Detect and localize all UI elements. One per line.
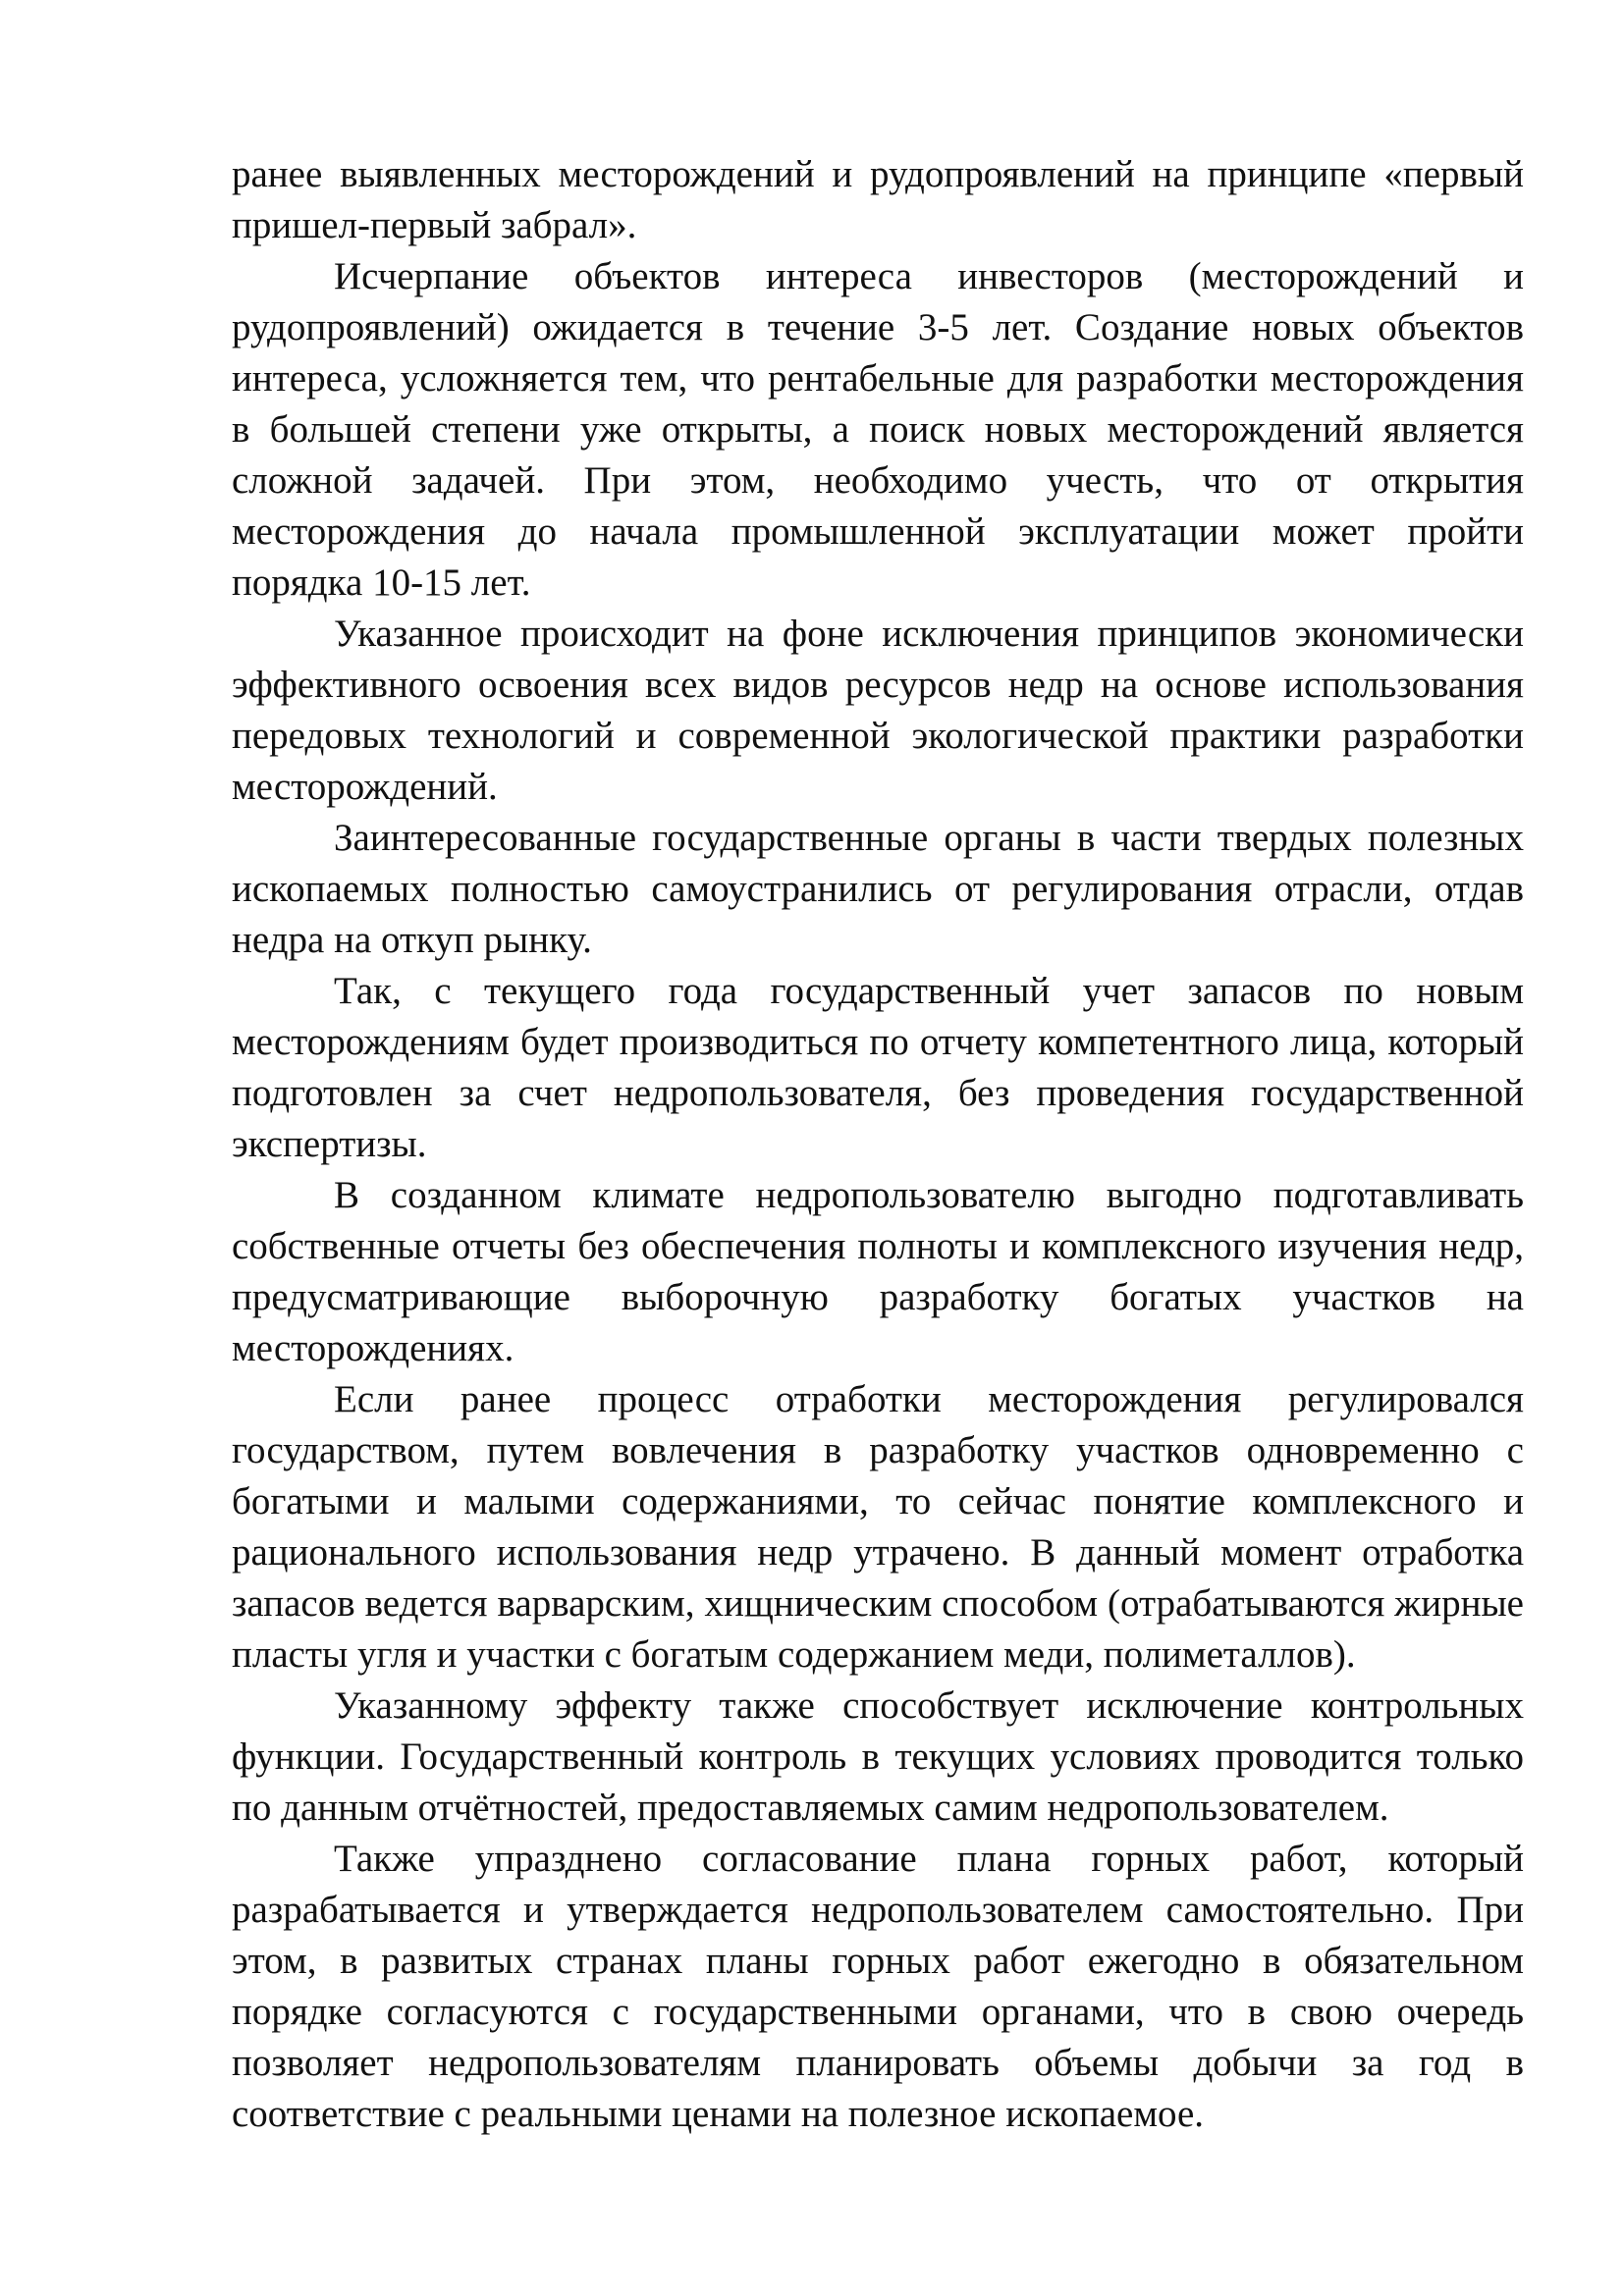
- paragraph-control-functions: Указанному эффекту также способствует исключение контрольных функции. Государственный контроль в текущих условиях проводится только по данным отчётностей, предоставляемых самим недропользователем.: [232, 1684, 1524, 1829]
- paragraph-continuation: ранее выявленных месторождений и рудопроявлений на принципе «первый пришел-первый забрал».: [232, 153, 1524, 246]
- paragraph-efficiency-principles: Указанное происходит на фоне исключения принципов экономически эффективного освоения всех видов ресурсов недр на основе использования передовых технологий и современной экологической практики разработки месторождений.: [232, 613, 1524, 808]
- paragraph-complex-use: Если ранее процесс отработки месторождения регулировался государством, путем вовлечения в разработку участков одновременно с богатыми и малыми содержаниями, то сейчас понятие комплексного и рационального использования недр утрачено. В данный момент отработка запасов ведется варварским, хищническим способом (отрабатываются жирные пласты угля и участки с богатым содержанием меди, полиметаллов).: [232, 1378, 1524, 1676]
- paragraph-state-bodies: Заинтересованные государственные органы в части твердых полезных ископаемых полностью самоустранились от регулирования отрасли, отдав недра на откуп рынку.: [232, 817, 1524, 961]
- paragraph-mining-plan: Также упразднено согласование плана горных работ, который разрабатывается и утверждается недропользователем самостоятельно. При этом, в развитых странах планы горных работ ежегодно в обязательном порядке согласуются с государственными органами, что в свою очередь позволяет недропользователям планировать объемы добычи за год в соответствие с реальными ценами на полезное ископаемое.: [232, 1838, 1524, 2135]
- paragraph-selective-mining: В созданном климате недропользователю выгодно подготавливать собственные отчеты без обеспечения полноты и комплексного изучения недр, предусматривающие выборочную разработку богатых участков на месторождениях.: [232, 1174, 1524, 1369]
- paragraph-reserves-accounting: Так, с текущего года государственный учет запасов по новым месторождениям будет производиться по отчету компетентного лица, который подготовлен за счет недропользователя, без проведения государственной экспертизы.: [232, 970, 1524, 1165]
- paragraph-resource-depletion: Исчерпание объектов интереса инвесторов (месторождений и рудопроявлений) ожидается в течение 3-5 лет. Создание новых объектов интереса, усложняется тем, что рентабельные для разработки месторождения в большей степени уже открыты, а поиск новых месторождений является сложной задачей. При этом, необходимо учесть, что от открытия месторождения до начала промышленной эксплуатации может пройти порядка 10-15 лет.: [232, 255, 1524, 604]
- document-body: [232, 149, 1524, 2140]
